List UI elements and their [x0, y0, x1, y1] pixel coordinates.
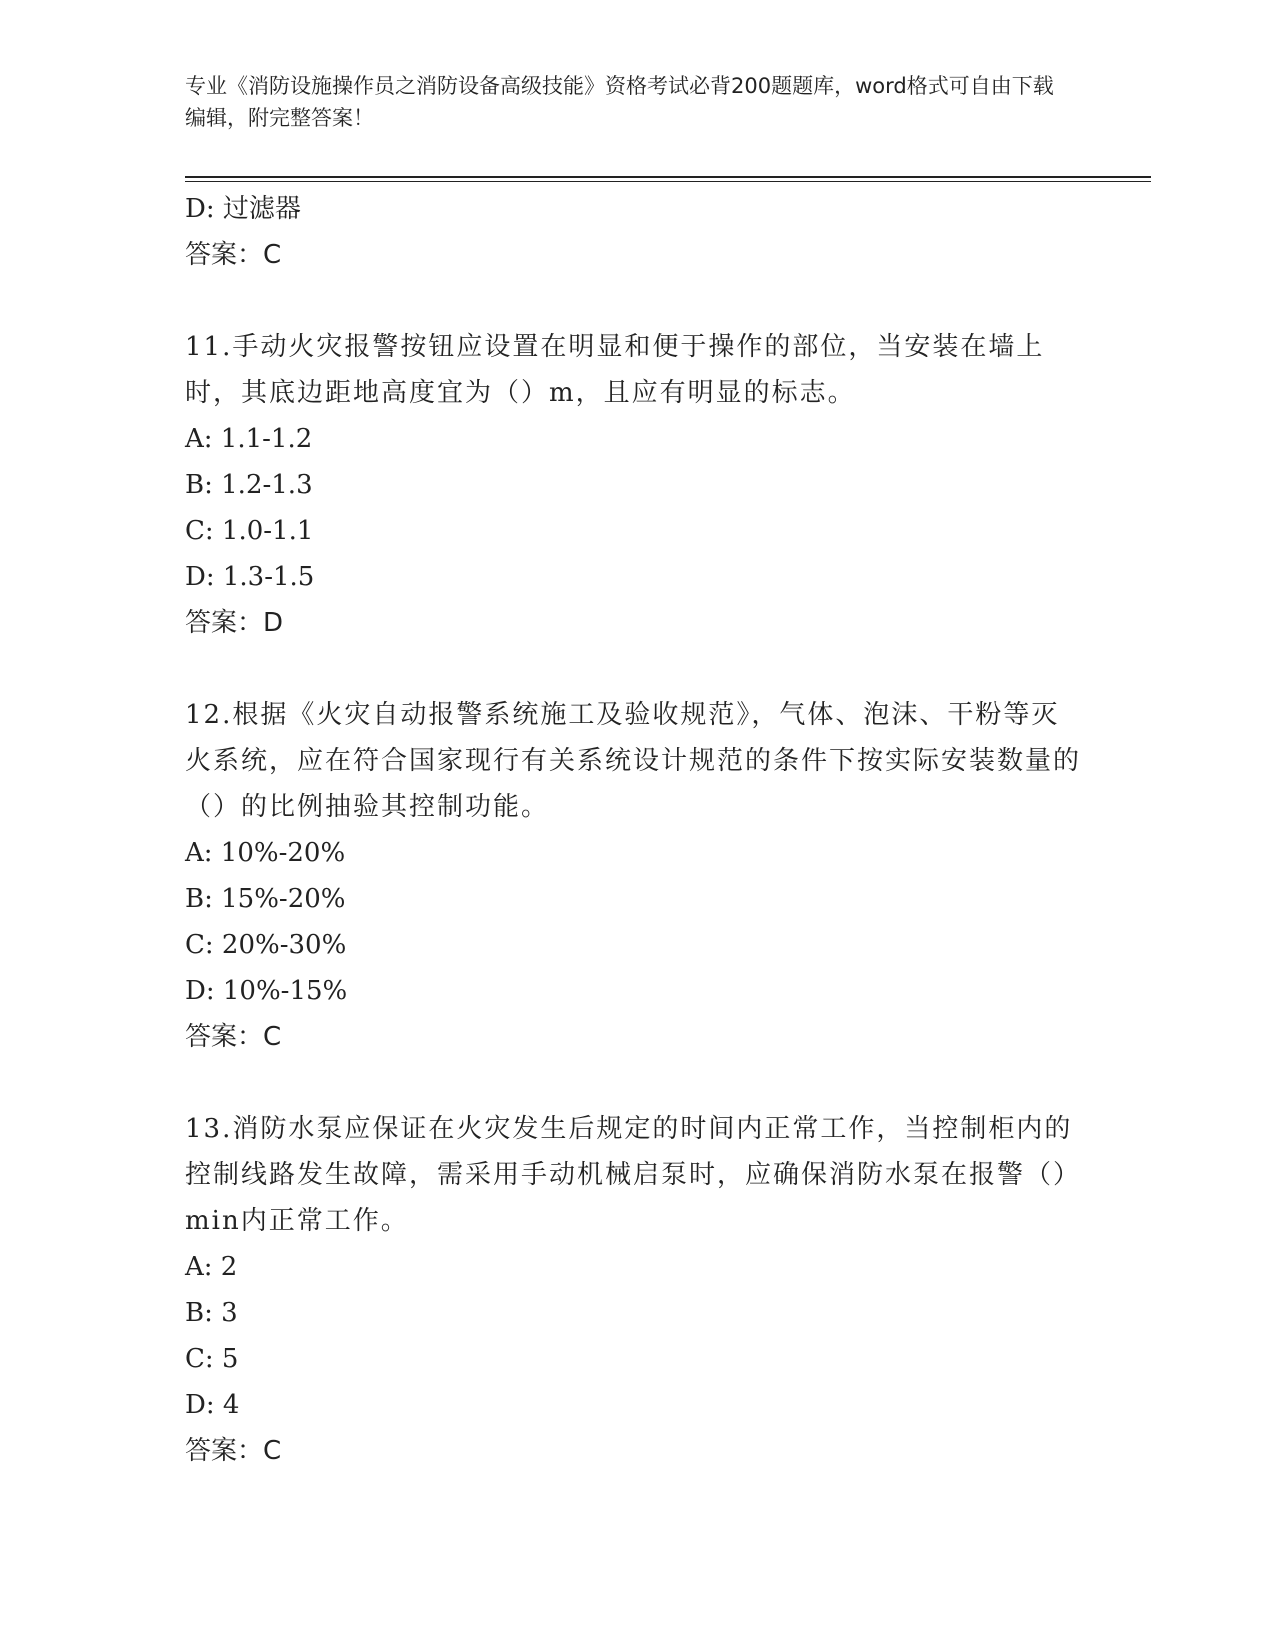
document-header: 专业《消防设施操作员之消防设备高级技能》资格考试必背200题题库，word格式可自由下载编辑，附完整答案！ — [185, 74, 1054, 130]
prev-answer: 答案：C — [185, 240, 282, 270]
spacer — [185, 646, 1085, 692]
spacer — [185, 278, 1085, 324]
answer: 答案：C — [185, 1022, 282, 1052]
option-c: C: 5 — [185, 1344, 239, 1374]
question-13 — [185, 1106, 1085, 1474]
option-c: C: 20%-30% — [185, 930, 347, 960]
header-rule-thick — [185, 176, 1151, 178]
spacer — [185, 1060, 1085, 1106]
document-body — [185, 186, 1085, 1474]
option-d: D: 10%-15% — [185, 976, 348, 1006]
option-d: D: 1.3-1.5 — [185, 562, 315, 592]
header-rule-thin — [185, 181, 1151, 182]
option-a: A: 10%-20% — [185, 838, 346, 868]
question-11 — [185, 324, 1085, 646]
answer: 答案：D — [185, 608, 284, 638]
option-b: B: 15%-20% — [185, 884, 346, 914]
option-c: C: 1.0-1.1 — [185, 516, 314, 546]
question-text: 13.消防水泵应保证在火灾发生后规定的时间内正常工作，当控制柜内的控制线路发生故障，需采用手动机械启泵时，应确保消防水泵在报警（）min内正常工作。 — [185, 1114, 1082, 1236]
option-b: B: 1.2-1.3 — [185, 470, 313, 500]
option-b: B: 3 — [185, 1298, 238, 1328]
question-12 — [185, 692, 1085, 1060]
prev-option-d: D: 过滤器 — [185, 194, 301, 224]
question-text: 12.根据《火灾自动报警系统施工及验收规范》，气体、泡沫、干粉等灭火系统，应在符合国家现行有关系统设计规范的条件下按实际安装数量的（）的比例抽验其控制功能。 — [185, 700, 1082, 822]
answer: 答案：C — [185, 1436, 282, 1466]
question-text: 11.手动火灾报警按钮应设置在明显和便于操作的部位，当安装在墙上时，其底边距地高度宜为（）m，且应有明显的标志。 — [185, 332, 1045, 408]
option-d: D: 4 — [185, 1390, 240, 1420]
option-a: A: 2 — [185, 1252, 238, 1282]
option-a: A: 1.1-1.2 — [185, 424, 313, 454]
